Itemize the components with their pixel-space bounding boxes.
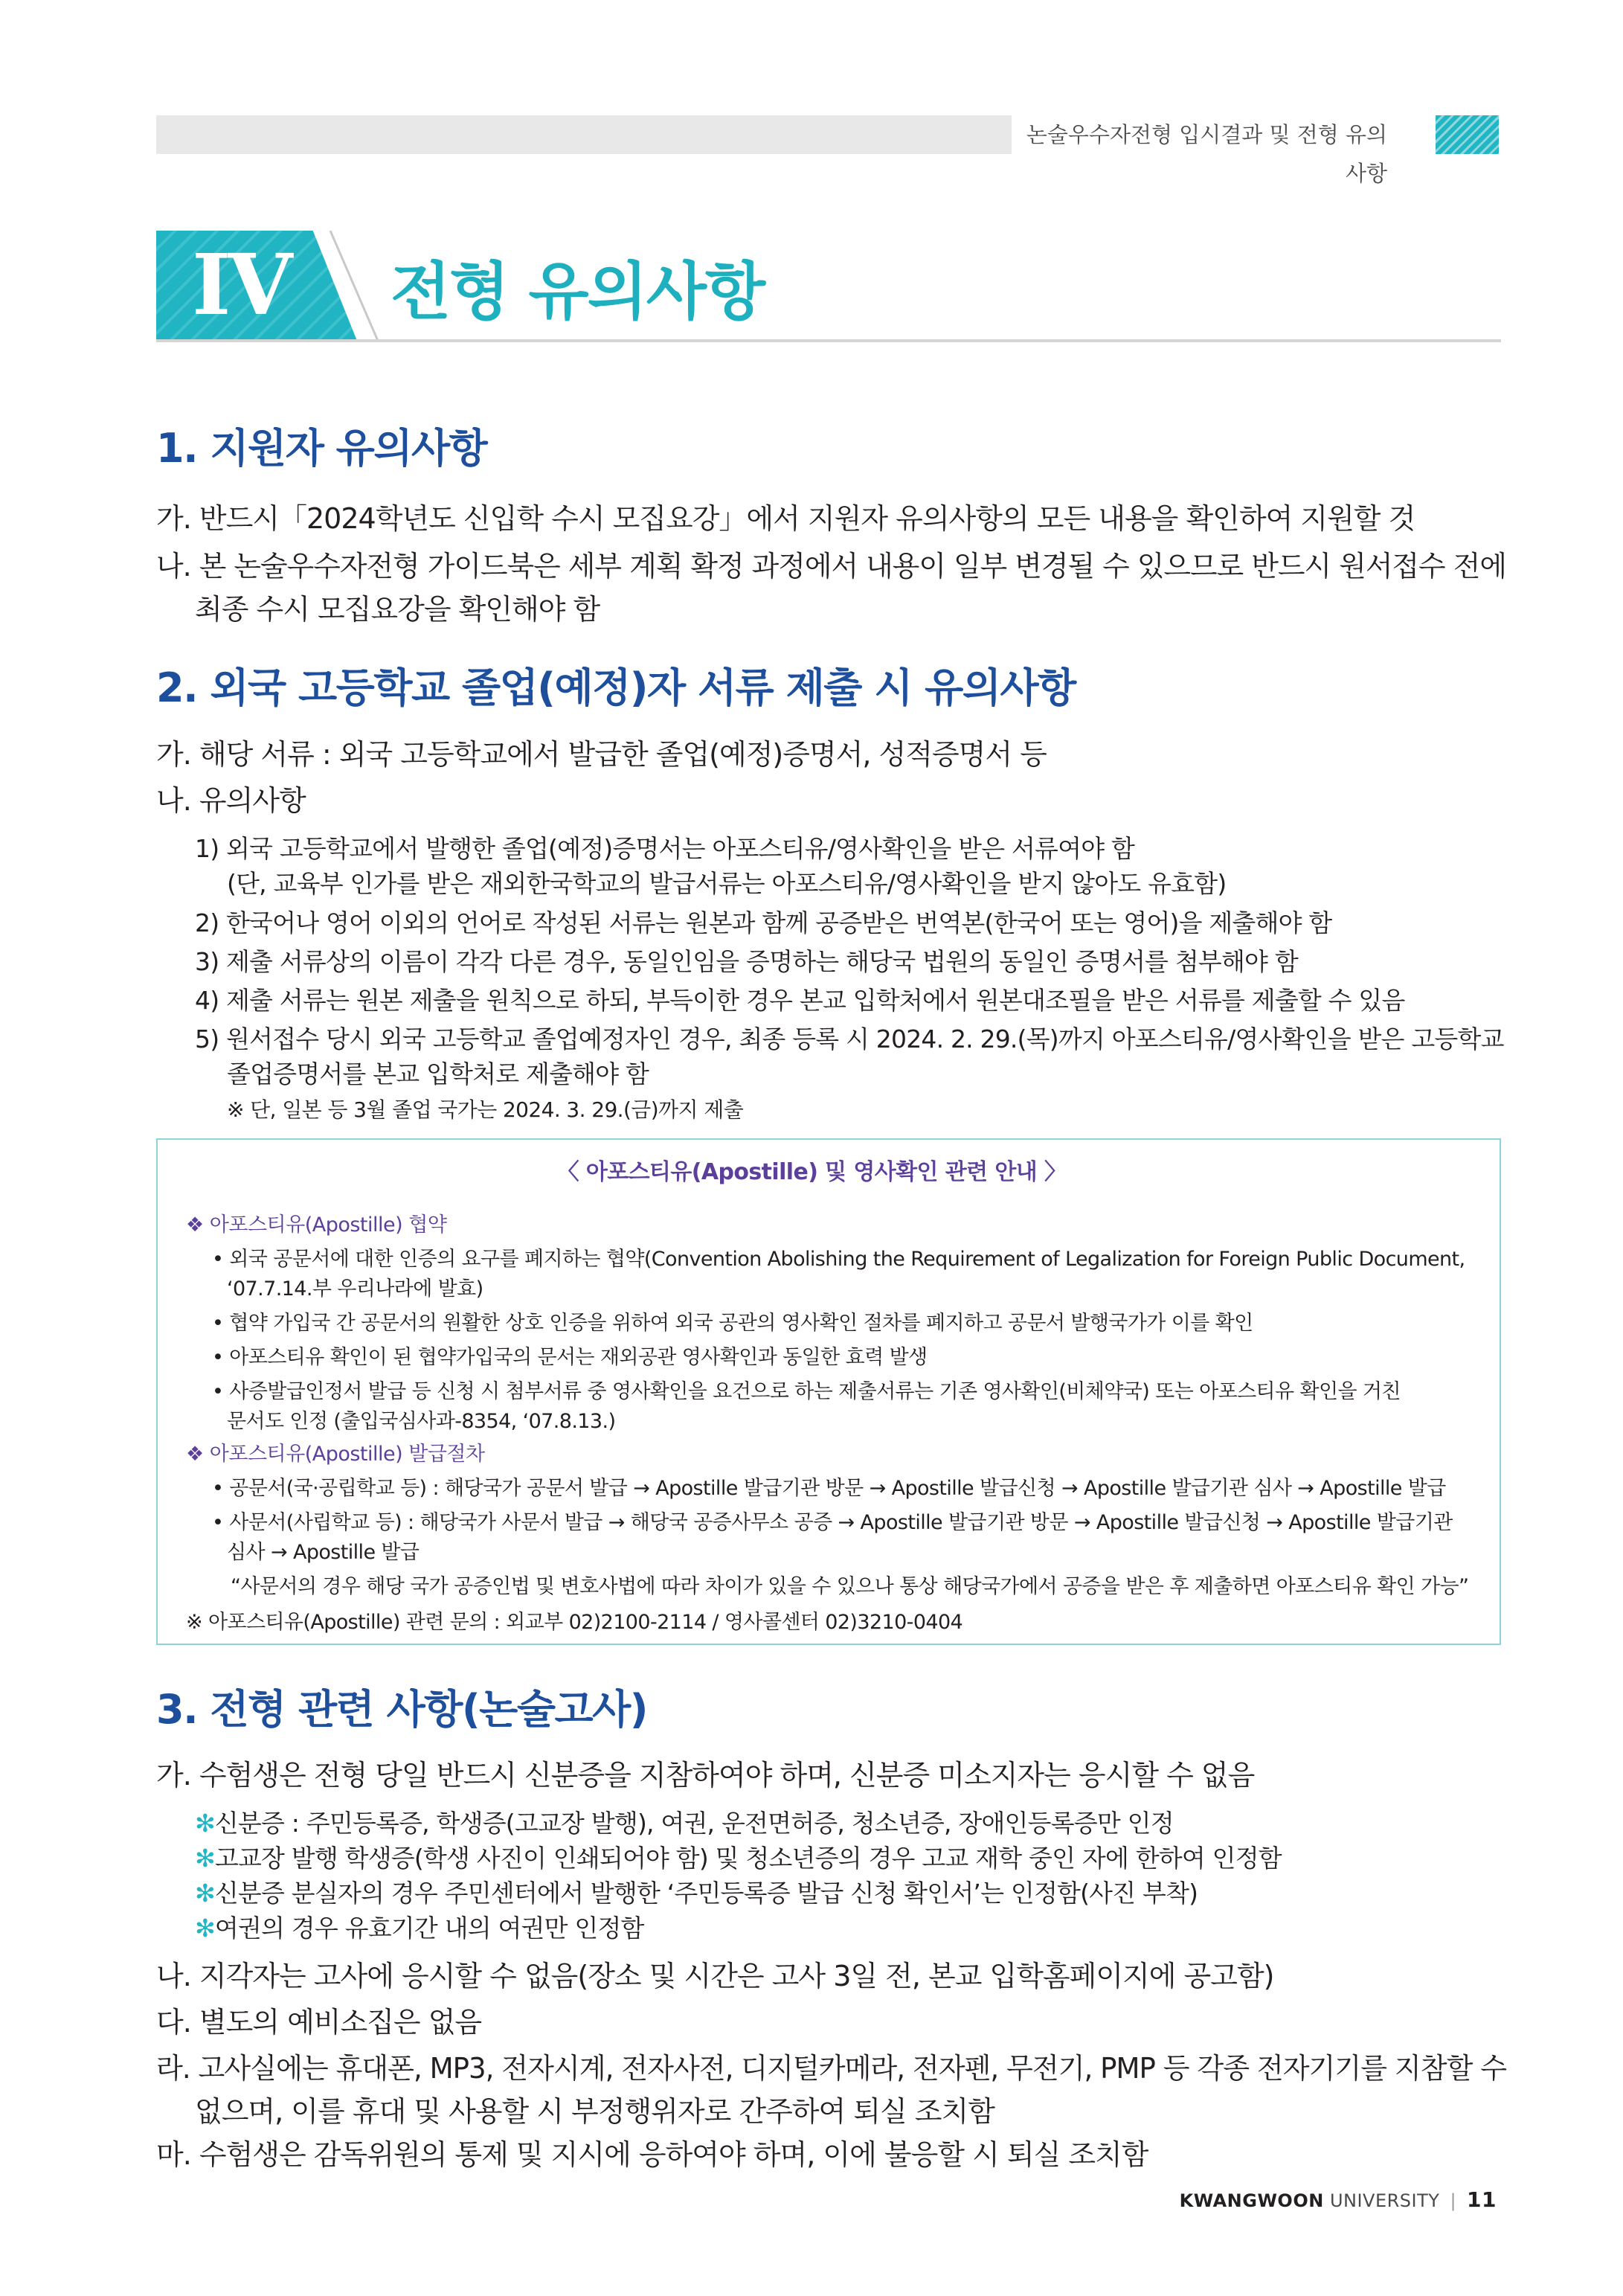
apostille-agreement-item-2: • 협약 가입국 간 공문서의 원활한 상호 인증을 위하여 외국 공관의 영사확인 절차를 폐지하고 공문서 발행국가가 이를 확인 [212,1312,1253,1335]
section-3-note-2: ✻고교장 발행 학생증(학생 사진이 인쇄되어야 함) 및 청소년증의 경우 고교 재학 중인 자에 한하여 인정함 [195,1844,1282,1873]
header-stripe-decoration [1436,115,1499,154]
apostille-procedure-quote: “사문서의 경우 해당 국가 공증인법 및 변호사법에 따라 차이가 있을 수 있으나 통상 해당국가에서 공증을 받은 후 제출하면 아포스티유 확인 가능” [231,1575,1469,1598]
asterisk-icon: ✻ [195,1914,215,1943]
running-title: 논술우수자전형 입시결과 및 전형 유의사항 [1012,115,1454,154]
section-3-title: 3. 전형 관련 사항(논술고사) [156,1686,647,1733]
apostille-procedure-item-2-cont: 심사 → Apostille 발급 [227,1541,420,1564]
section-2-sub-5-cont: 졸업증명서를 본교 입학처로 제출해야 함 [227,1059,649,1088]
apostille-agreement-item-3: • 아포스티유 확인이 된 협약가입국의 문서는 재외공관 영사확인과 동일한 효력 발생 [212,1346,928,1369]
section-2-sub-5: 5) 원서접수 당시 외국 고등학교 졸업예정자인 경우, 최종 등록 시 2024. 2. 29.(목)까지 아포스티유/영사확인을 받은 고등학교 [195,1024,1504,1054]
section-2-item-na: 나. 유의사항 [156,784,306,817]
section-1-item-ga: 가. 반드시「2024학년도 신입학 수시 모집요강」에서 지원자 유의사항의 모든 내용을 확인하여 지원할 것 [156,502,1415,535]
section-2-item-ga: 가. 해당 서류 : 외국 고등학교에서 발급한 졸업(예정)증명서, 성적증명서 등 [156,738,1047,771]
footer-brand-bold: KWANGWOON [1179,2190,1324,2211]
section-2-sub-1: 1) 외국 고등학교에서 발행한 졸업(예정)증명서는 아포스티유/영사확인을 받은 서류여야 함 [195,834,1135,863]
section-3-note-1: ✻신분증 : 주민등록증, 학생증(고교장 발행), 여권, 운전면허증, 청소년증, 장애인등록증만 인정 [195,1809,1174,1838]
apostille-agreement-item-4-cont: 문서도 인정 (출입국심사과-8354, ‘07.8.13.) [227,1410,616,1433]
apostille-contact: ※ 아포스티유(Apostille) 관련 문의 : 외교부 02)2100-2114 / 영사콜센터 02)3210-0404 [186,1611,963,1634]
chapter-number: IV [192,237,290,334]
section-2-sub-1-cont: (단, 교육부 인가를 받은 재외한국학교의 발급서류는 아포스티유/영사확인을 받지 않아도 유효함) [227,869,1227,898]
section-3-item-ra-cont: 없으며, 이를 휴대 및 사용할 시 부정행위자로 간주하여 퇴실 조치함 [195,2095,994,2128]
section-3-item-ra: 라. 고사실에는 휴대폰, MP3, 전자시계, 전자사전, 디지털카메라, 전자펜, 무전기, PMP 등 각종 전자기기를 지참할 수 [156,2052,1507,2085]
asterisk-icon: ✻ [195,1879,215,1908]
section-2-sub-3: 3) 제출 서류상의 이름이 각각 다른 경우, 동일인임을 증명하는 해당국 법원의 동일인 증명서를 첨부해야 함 [195,947,1298,976]
section-3-note-3: ✻신분증 분실자의 경우 주민센터에서 발행한 ‘주민등록증 발급 신청 확인서’는 인정함(사진 부착) [195,1879,1198,1908]
section-1-title: 1. 지원자 유의사항 [156,425,487,472]
page-number: 11 [1467,2187,1497,2212]
section-1-item-na: 나. 본 논술우수자전형 가이드북은 세부 계획 확정 과정에서 내용이 일부 변경될 수 있으므로 반드시 원서접수 전에 [156,550,1506,583]
page-footer [1180,2187,1497,2212]
apostille-agreement-item-1: • 외국 공문서에 대한 인증의 요구를 폐지하는 협약(Convention Abolishing the Requirement of Legalization for Foreign Public Document, [212,1248,1465,1271]
section-3-item-ma: 마. 수험생은 감독위원의 통제 및 지시에 응하여야 하며, 이에 불응할 시 퇴실 조치함 [156,2138,1148,2171]
footer-separator: | [1450,2190,1457,2211]
section-3-item-ga: 가. 수험생은 전형 당일 반드시 신분증을 지참하여야 하며, 신분증 미소지자는 응시할 수 없음 [156,1759,1255,1792]
chapter-slash-decoration [324,231,384,341]
apostille-procedure-item-1: • 공문서(국·공립학교 등) : 해당국가 공문서 발급 → Apostille 발급기관 방문 → Apostille 발급신청 → Apostille 발급기관 심사 → Apostille 발급 [212,1477,1446,1500]
apostille-agreement-item-4: • 사증발급인정서 발급 등 신청 시 첨부서류 중 영사확인을 요건으로 하는 제출서류는 기존 영사확인(비체약국) 또는 아포스티유 확인을 거친 [212,1380,1401,1403]
section-2-sub-5-note: ※ 단, 일본 등 3월 졸업 국가는 2024. 3. 29.(금)까지 제출 [227,1097,744,1122]
section-2-sub-2: 2) 한국어나 영어 이외의 언어로 작성된 서류는 원본과 함께 공증받은 번역본(한국어 또는 영어)을 제출해야 함 [195,908,1332,937]
section-3-note-4: ✻여권의 경우 유효기간 내의 여권만 인정함 [195,1914,644,1943]
apostille-agreement-item-1-cont: ‘07.7.14.부 우리나라에 발효) [227,1277,483,1301]
section-3-item-na: 나. 지각자는 고사에 응시할 수 없음(장소 및 시간은 고사 3일 전, 본교 입학홈페이지에 공고함) [156,1960,1274,1992]
apostille-procedure-item-2: • 사문서(사립학교 등) : 해당국가 사문서 발급 → 해당국 공증사무소 공증 → Apostille 발급기관 방문 → Apostille 발급신청 → Apostille 발급기관 [212,1511,1453,1534]
section-2-title: 2. 외국 고등학교 졸업(예정)자 서류 제출 시 유의사항 [156,664,1076,711]
asterisk-icon: ✻ [195,1809,215,1838]
section-2-sub-4: 4) 제출 서류는 원본 제출을 원칙으로 하되, 부득이한 경우 본교 입학처에서 원본대조필을 받은 서류를 제출할 수 있음 [195,986,1405,1015]
apostille-agreement-heading: ❖ 아포스티유(Apostille) 협약 [186,1213,447,1237]
apostille-box-title: 〈 아포스티유(Apostille) 및 영사확인 관련 안내 〉 [556,1159,1067,1185]
asterisk-icon: ✻ [195,1844,215,1873]
section-3-item-da: 다. 별도의 예비소집은 없음 [156,2006,482,2039]
chapter-divider [156,339,1501,342]
footer-brand-rest: UNIVERSITY [1323,2190,1440,2211]
apostille-procedure-heading: ❖ 아포스티유(Apostille) 발급절차 [186,1443,485,1466]
section-1-item-na-cont: 최종 수시 모집요강을 확인해야 함 [195,593,600,626]
chapter-title: 전형 유의사항 [391,255,765,328]
